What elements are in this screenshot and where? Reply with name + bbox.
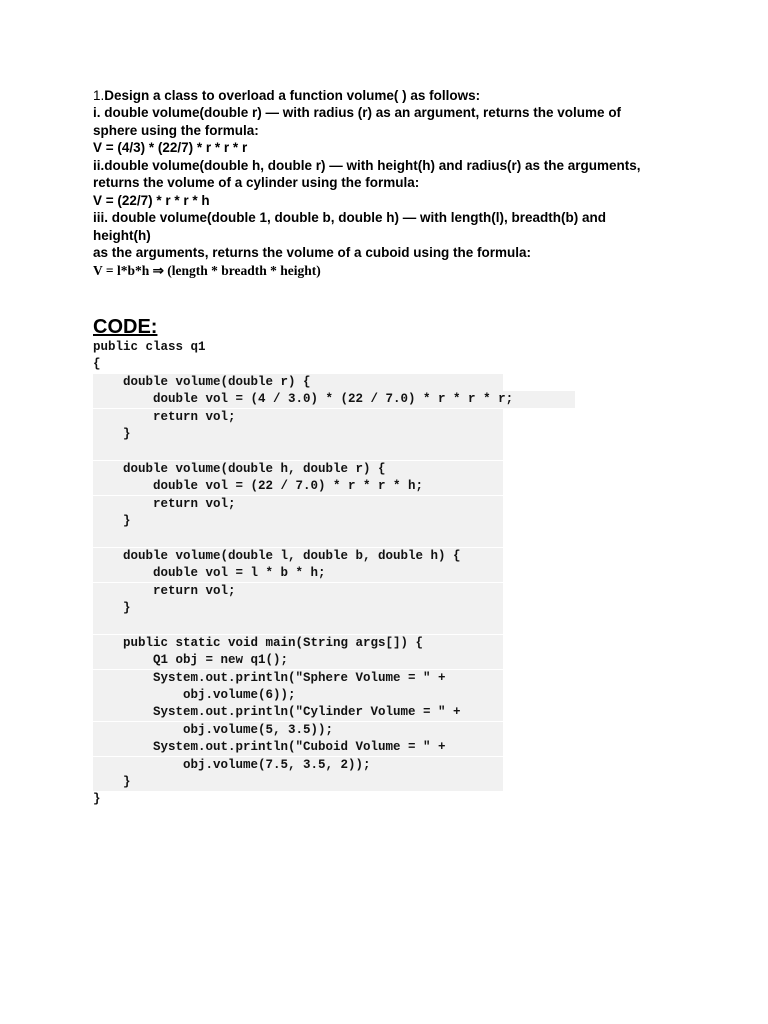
question-line-11: V = l*b*h ⇒ (length * breadth * height) [93, 263, 321, 278]
code-line: { [93, 357, 101, 371]
code-line: double vol = l * b * h; [93, 565, 503, 582]
code-line: obj.volume(6)); [93, 687, 503, 704]
question-line-1 [93, 87, 480, 104]
question-line-4: V = (4/3) * (22/7) * r * r * r [93, 140, 248, 155]
question-line-2: i. double volume(double r) — with radius (r) as an argument, returns the volume of [93, 105, 622, 120]
code-line: public static void main(String args[]) { [93, 635, 503, 652]
code-line: } [93, 774, 503, 791]
code-line: obj.volume(7.5, 3.5, 2)); [93, 757, 503, 774]
code-line [93, 443, 503, 460]
question-line-9: height(h) [93, 228, 151, 243]
question-line-10: as the arguments, returns the volume of a cuboid using the formula: [93, 245, 532, 260]
code-line: double volume(double h, double r) { [93, 461, 503, 478]
question-line-3: sphere using the formula: [93, 123, 259, 138]
code-line: System.out.println("Sphere Volume = " + [93, 670, 503, 687]
question-line-8: iii. double volume(double 1, double b, double h) — with length(l), breadth(b) and [93, 210, 606, 225]
question-number: 1. [93, 88, 105, 103]
code-line: Q1 obj = new q1(); [93, 652, 503, 669]
code-line: obj.volume(5, 3.5)); [93, 722, 503, 739]
code-line: } [93, 792, 101, 806]
code-line [93, 530, 503, 547]
code-line: System.out.println("Cuboid Volume = " + [93, 739, 503, 756]
code-line: double volume(double r) { [93, 374, 503, 391]
code-line: } [93, 426, 503, 443]
code-line: double vol = (4 / 3.0) * (22 / 7.0) * r * r * r; [93, 391, 575, 408]
code-line: return vol; [93, 496, 503, 513]
code-line: } [93, 600, 503, 617]
code-line: return vol; [93, 409, 503, 426]
question-text: Design a class to overload a function volume( ) as follows: [104, 88, 481, 103]
code-line: public class q1 [93, 340, 206, 354]
code-line: } [93, 513, 503, 530]
code-line [93, 617, 503, 634]
question-line-5: ii.double volume(double h, double r) — with height(h) and radius(r) as the arguments, [93, 158, 641, 173]
code-line: double volume(double l, double b, double h) { [93, 548, 503, 565]
question-line-6: returns the volume of a cylinder using the formula: [93, 175, 420, 190]
code-line: return vol; [93, 583, 503, 600]
code-line: System.out.println("Cylinder Volume = " + [93, 704, 503, 721]
question-line-7: V = (22/7) * r * r * h [93, 193, 210, 208]
code-heading: CODE: [93, 316, 158, 338]
code-line: double vol = (22 / 7.0) * r * r * h; [93, 478, 503, 495]
